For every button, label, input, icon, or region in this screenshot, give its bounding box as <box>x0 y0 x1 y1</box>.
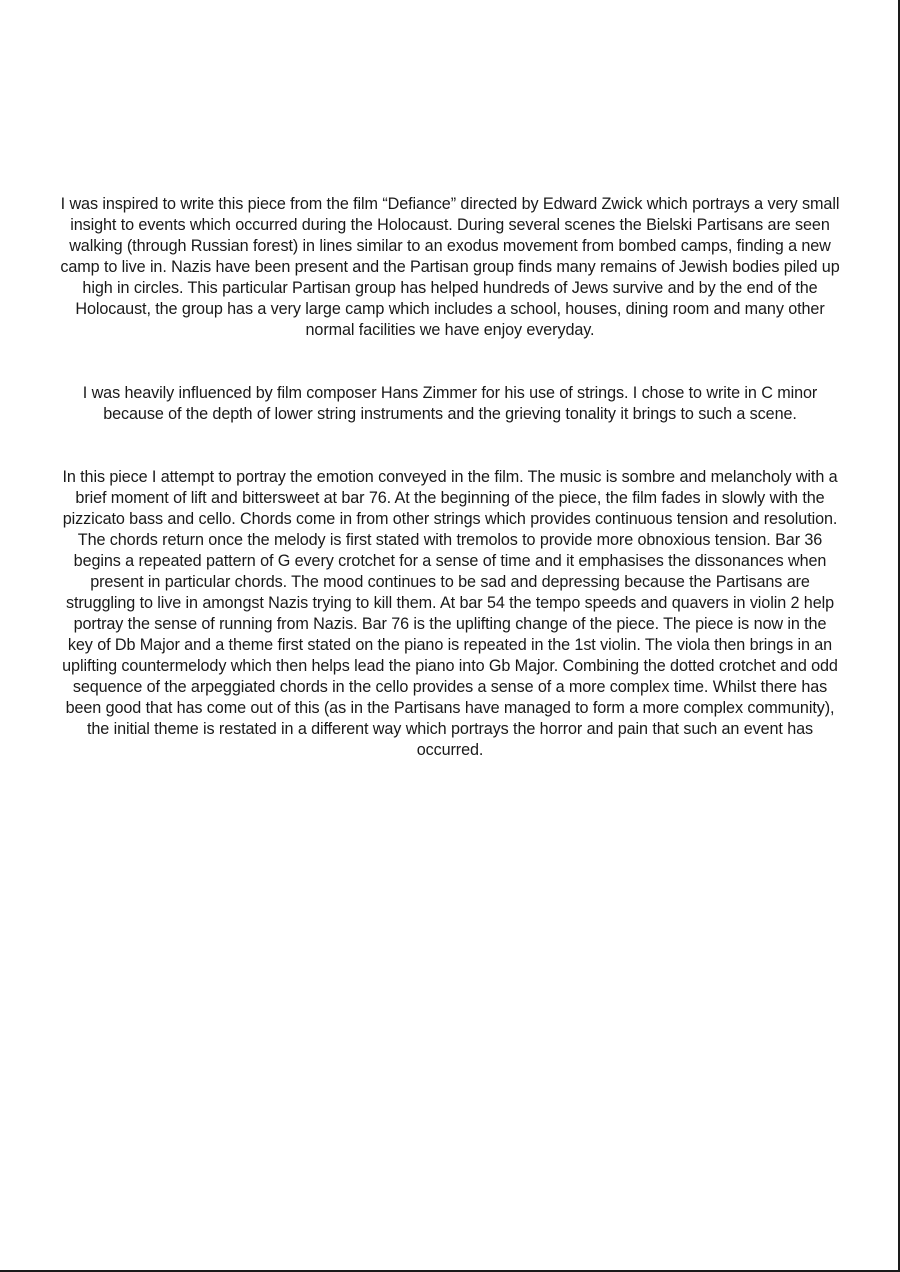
paragraph-influence: I was heavily influenced by film composer Hans Zimmer for his use of strings. I chose to write in C minor because of the depth of lower string instruments and the grieving tonality it brings to such a scene. <box>82 384 818 423</box>
paragraph-inspiration: I was inspired to write this piece from the film “Defiance” directed by Edward Zwick which portrays a very small insight to events which occurred during the Holocaust. During several scenes the Bielski Partisans are seen walking (through Russian forest) in lines similar to an exodus movement from bombed camps, finding a new camp to live in. Nazis have been present and the Partisan group finds many remains of Jewish bodies piled up high in circles. This particular Partisan group has helped hundreds of Jews survive and by the end of the Holocaust, the group has a very large camp which includes a school, houses, dining room and many other normal facilities we have enjoy everyday. <box>60 195 840 339</box>
paragraph-analysis: In this piece I attempt to portray the emotion conveyed in the film. The music is sombre and melancholy with a brief moment of lift and bittersweet at bar 76. At the beginning of the piece, the film fades in slowly with the pizzicato bass and cello. Chords come in from other strings which provides continuous tension and resolution. The chords return once the melody is first stated with tremolos to provide more obnoxious tension. Bar 36 begins a repeated pattern of G every crotchet for a sense of time and it emphasises the dissonances when present in particular chords. The mood continues to be sad and depressing because the Partisans are struggling to live in amongst Nazis trying to kill them. At bar 54 the tempo speeds and quavers in violin 2 help portray the sense of running from Nazis. Bar 76 is the uplifting change of the piece. The piece is now in the key of Db Major and a theme first stated on the piano is repeated in the 1st violin. The viola then brings in an uplifting countermelody which then helps lead the piano into Gb Major. Combining the dotted crotchet and odd sequence of the arpeggiated chords in the cello provides a sense of a more complex time. Whilst there has been good that has come out of this (as in the Partisans have managed to form a more complex community), the initial theme is restated in a different way which portrays the horror and pain that such an event has occurred. <box>62 468 838 759</box>
document-body <box>60 194 840 761</box>
